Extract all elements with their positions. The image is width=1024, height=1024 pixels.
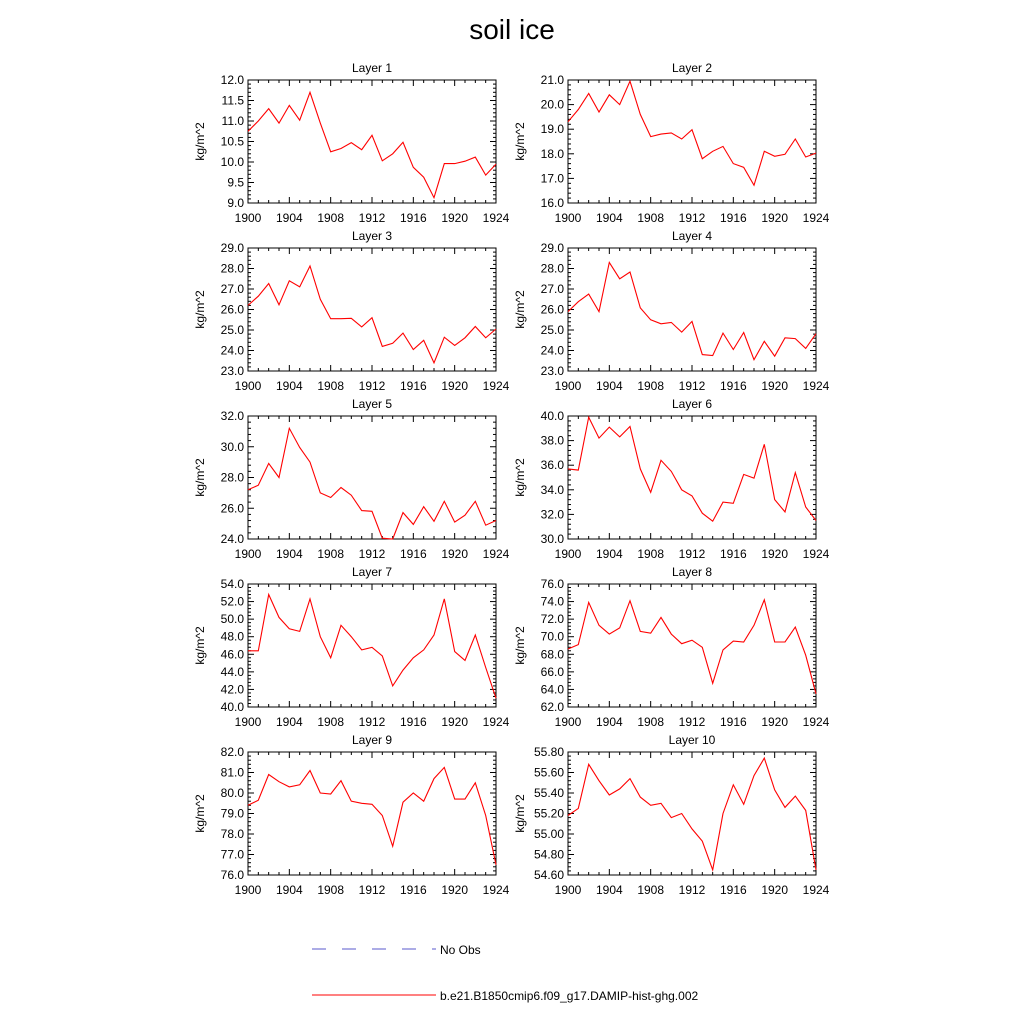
y-axis-label: kg/m^2 <box>193 290 207 329</box>
y-axis-label: kg/m^2 <box>513 122 527 161</box>
y-tick-label: 50.0 <box>220 612 244 627</box>
y-tick-label: 29.0 <box>220 241 244 255</box>
y-tick-label: 55.80 <box>533 745 564 759</box>
x-tick-label: 1904 <box>595 547 623 561</box>
y-tick-label: 42.0 <box>220 682 244 697</box>
x-tick-label: 1912 <box>358 883 386 897</box>
x-tick-label: 1920 <box>441 547 469 561</box>
x-tick-label: 1912 <box>358 715 386 729</box>
x-tick-label: 1916 <box>719 211 747 225</box>
y-tick-label: 28.0 <box>220 261 244 276</box>
figure-title: soil ice <box>469 14 555 45</box>
y-tick-label: 27.0 <box>540 282 564 296</box>
y-tick-label: 52.0 <box>220 594 244 609</box>
x-tick-label: 1924 <box>482 211 510 225</box>
plot-frame <box>568 584 816 707</box>
y-tick-label: 27.0 <box>220 282 244 296</box>
y-axis-label: kg/m^2 <box>193 122 207 161</box>
y-tick-label: 28.0 <box>220 470 244 485</box>
x-tick-label: 1900 <box>234 547 262 561</box>
series-line <box>248 767 496 864</box>
y-tick-label: 55.40 <box>533 786 564 800</box>
x-tick-label: 1904 <box>275 883 303 897</box>
x-tick-label: 1912 <box>678 379 706 393</box>
series-line <box>568 417 816 521</box>
y-tick-label: 79.0 <box>220 806 244 821</box>
x-tick-label: 1904 <box>595 715 623 729</box>
y-tick-label: 54.0 <box>220 577 244 591</box>
x-tick-label: 1912 <box>358 211 386 225</box>
x-tick-label: 1924 <box>482 715 510 729</box>
y-tick-label: 25.0 <box>540 323 564 337</box>
y-tick-label: 76.0 <box>540 577 564 591</box>
x-tick-label: 1912 <box>678 883 706 897</box>
x-tick-label: 1924 <box>802 379 830 393</box>
x-tick-label: 1908 <box>317 715 345 729</box>
panel-title: Layer 6 <box>671 397 713 411</box>
y-tick-label: 62.0 <box>540 700 564 714</box>
y-tick-label: 80.0 <box>220 786 244 800</box>
plot-frame <box>568 752 816 875</box>
x-tick-label: 1920 <box>761 379 789 393</box>
legend-label-no-obs: No Obs <box>440 943 481 957</box>
y-tick-label: 29.0 <box>540 241 564 255</box>
panel-title: Layer 9 <box>351 733 393 747</box>
y-tick-label: 30.0 <box>540 532 564 546</box>
series-line <box>248 266 496 363</box>
x-tick-label: 1920 <box>761 547 789 561</box>
y-tick-label: 70.0 <box>540 629 564 644</box>
y-tick-label: 24.0 <box>220 532 244 546</box>
x-tick-label: 1912 <box>678 547 706 561</box>
panel-title: Layer 3 <box>351 229 393 243</box>
y-axis-label: kg/m^2 <box>513 626 527 665</box>
x-tick-label: 1912 <box>678 211 706 225</box>
series-line <box>568 262 816 359</box>
x-tick-label: 1920 <box>761 211 789 225</box>
x-tick-label: 1920 <box>441 379 469 393</box>
x-tick-label: 1916 <box>399 883 427 897</box>
panel-title: Layer 7 <box>351 565 393 579</box>
y-tick-label: 32.0 <box>220 409 244 423</box>
y-tick-label: 40.0 <box>540 409 564 423</box>
x-tick-label: 1904 <box>275 547 303 561</box>
y-tick-label: 68.0 <box>540 647 564 662</box>
x-tick-label: 1908 <box>637 547 665 561</box>
y-tick-label: 40.0 <box>220 700 244 714</box>
y-tick-label: 10.0 <box>220 155 244 169</box>
series-line <box>568 600 816 694</box>
y-tick-label: 21.0 <box>540 73 564 87</box>
y-tick-label: 26.0 <box>540 302 564 317</box>
plot-frame <box>568 80 816 203</box>
y-tick-label: 24.0 <box>540 343 564 358</box>
x-tick-label: 1916 <box>719 715 747 729</box>
panel-layer-9 <box>193 733 510 897</box>
series-line <box>568 758 816 870</box>
panel-layer-6 <box>513 397 830 561</box>
plot-frame <box>248 248 496 371</box>
x-tick-label: 1916 <box>399 379 427 393</box>
x-tick-label: 1904 <box>275 715 303 729</box>
x-tick-label: 1924 <box>802 715 830 729</box>
panel-title: Layer 10 <box>668 733 716 747</box>
series-line <box>248 428 496 539</box>
y-axis-label: kg/m^2 <box>193 794 207 833</box>
x-tick-label: 1916 <box>399 211 427 225</box>
y-tick-label: 30.0 <box>220 439 244 454</box>
x-tick-label: 1908 <box>317 211 345 225</box>
y-tick-label: 11.0 <box>221 114 244 128</box>
y-tick-label: 28.0 <box>540 261 564 276</box>
plot-frame <box>568 416 816 539</box>
y-axis-label: kg/m^2 <box>513 290 527 329</box>
panel-layer-3 <box>193 229 510 393</box>
x-tick-label: 1924 <box>802 547 830 561</box>
y-tick-label: 76.0 <box>220 868 244 882</box>
panel-layer-2 <box>513 61 830 225</box>
panel-layer-5 <box>193 397 510 561</box>
x-tick-label: 1916 <box>719 547 747 561</box>
x-tick-label: 1900 <box>234 211 262 225</box>
x-tick-label: 1916 <box>399 715 427 729</box>
x-tick-label: 1908 <box>637 379 665 393</box>
panel-layer-4 <box>513 229 830 393</box>
plot-frame <box>568 248 816 371</box>
y-tick-label: 23.0 <box>540 364 564 378</box>
x-tick-label: 1900 <box>234 715 262 729</box>
y-tick-label: 74.0 <box>540 594 564 609</box>
x-tick-label: 1924 <box>482 379 510 393</box>
y-tick-label: 44.0 <box>220 664 244 679</box>
y-tick-label: 11.5 <box>221 93 244 108</box>
x-tick-label: 1904 <box>595 211 623 225</box>
panel-layer-8 <box>513 565 830 729</box>
y-axis-label: kg/m^2 <box>193 458 207 497</box>
x-tick-label: 1900 <box>554 547 582 561</box>
x-tick-label: 1904 <box>595 379 623 393</box>
x-tick-label: 1920 <box>761 883 789 897</box>
y-tick-label: 20.0 <box>540 97 564 112</box>
panel-layer-7 <box>193 565 510 729</box>
y-tick-label: 55.00 <box>533 827 564 841</box>
x-tick-label: 1924 <box>802 883 830 897</box>
legend <box>312 943 698 1003</box>
x-tick-label: 1920 <box>441 211 469 225</box>
y-tick-label: 78.0 <box>220 827 244 841</box>
y-tick-label: 18.0 <box>540 146 564 161</box>
y-tick-label: 9.5 <box>227 175 244 190</box>
y-tick-label: 55.60 <box>533 765 564 780</box>
panel-title: Layer 1 <box>351 61 393 75</box>
y-axis-label: kg/m^2 <box>513 458 527 497</box>
x-tick-label: 1908 <box>637 211 665 225</box>
x-tick-label: 1900 <box>554 211 582 225</box>
y-tick-label: 32.0 <box>540 507 564 522</box>
y-axis-label: kg/m^2 <box>193 626 207 665</box>
y-tick-label: 16.0 <box>540 196 564 210</box>
x-tick-label: 1920 <box>441 715 469 729</box>
x-tick-label: 1908 <box>317 883 345 897</box>
series-line <box>568 81 816 185</box>
plot-frame <box>248 416 496 539</box>
x-tick-label: 1912 <box>358 379 386 393</box>
x-tick-label: 1904 <box>275 211 303 225</box>
y-tick-label: 64.0 <box>540 682 564 697</box>
y-tick-label: 25.0 <box>220 323 244 337</box>
y-tick-label: 36.0 <box>540 458 564 473</box>
y-tick-label: 77.0 <box>220 847 244 862</box>
y-tick-label: 54.60 <box>533 868 564 882</box>
panel-layer-10 <box>513 733 830 897</box>
y-tick-label: 34.0 <box>540 482 564 497</box>
x-tick-label: 1908 <box>317 547 345 561</box>
x-tick-label: 1900 <box>234 883 262 897</box>
x-tick-label: 1908 <box>317 379 345 393</box>
y-tick-label: 24.0 <box>220 343 244 358</box>
y-tick-label: 19.0 <box>540 122 564 137</box>
panel-title: Layer 5 <box>351 397 393 411</box>
x-tick-label: 1920 <box>441 883 469 897</box>
y-tick-label: 38.0 <box>540 433 564 448</box>
plot-frame <box>248 584 496 707</box>
y-tick-label: 81.0 <box>220 765 244 780</box>
y-tick-label: 10.5 <box>220 134 244 149</box>
y-tick-label: 9.0 <box>227 196 244 210</box>
y-tick-label: 12.0 <box>220 73 244 87</box>
x-tick-label: 1900 <box>234 379 262 393</box>
y-tick-label: 26.0 <box>220 501 244 516</box>
x-tick-label: 1916 <box>719 379 747 393</box>
y-tick-label: 82.0 <box>220 745 244 759</box>
x-tick-label: 1912 <box>358 547 386 561</box>
y-tick-label: 72.0 <box>540 612 564 627</box>
x-tick-label: 1900 <box>554 379 582 393</box>
y-tick-label: 26.0 <box>220 302 244 317</box>
panel-title: Layer 2 <box>671 61 713 75</box>
x-tick-label: 1924 <box>802 211 830 225</box>
panel-title: Layer 4 <box>671 229 713 243</box>
x-tick-label: 1900 <box>554 715 582 729</box>
y-tick-label: 17.0 <box>540 171 564 186</box>
y-tick-label: 55.20 <box>533 806 564 821</box>
x-tick-label: 1912 <box>678 715 706 729</box>
x-tick-label: 1924 <box>482 547 510 561</box>
y-tick-label: 48.0 <box>220 629 244 644</box>
series-line <box>248 595 496 699</box>
x-tick-label: 1920 <box>761 715 789 729</box>
x-tick-label: 1908 <box>637 715 665 729</box>
y-tick-label: 23.0 <box>220 364 244 378</box>
legend-label-model: b.e21.B1850cmip6.f09_g17.DAMIP-hist-ghg.002 <box>440 989 699 1003</box>
plot-frame <box>248 80 496 203</box>
panel-title: Layer 8 <box>671 565 713 579</box>
y-axis-label: kg/m^2 <box>513 794 527 833</box>
x-tick-label: 1900 <box>554 883 582 897</box>
x-tick-label: 1916 <box>399 547 427 561</box>
x-tick-label: 1904 <box>275 379 303 393</box>
x-tick-label: 1904 <box>595 883 623 897</box>
y-tick-label: 46.0 <box>220 647 244 662</box>
panel-layer-1 <box>193 61 510 225</box>
y-tick-label: 54.80 <box>533 847 564 862</box>
x-tick-label: 1916 <box>719 883 747 897</box>
x-tick-label: 1908 <box>637 883 665 897</box>
series-line <box>248 92 496 197</box>
plot-frame <box>248 752 496 875</box>
y-tick-label: 66.0 <box>540 664 564 679</box>
x-tick-label: 1924 <box>482 883 510 897</box>
